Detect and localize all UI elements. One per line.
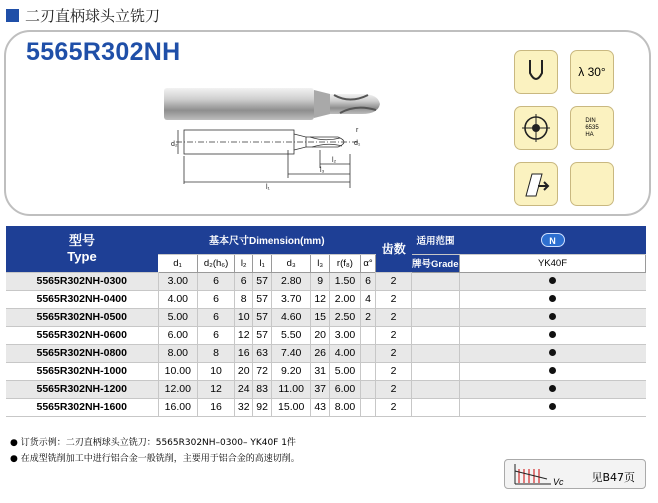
note-order-example: ● 订货示例：二刃直柄球头立铣刀：5565R302NH–0300– YK40F 1件 bbox=[10, 438, 296, 448]
teeth-cell: 2 bbox=[376, 380, 412, 398]
din-line1: DIN bbox=[585, 117, 596, 124]
teeth-cell: 2 bbox=[376, 398, 412, 416]
dim-d2-cell: 12 bbox=[198, 380, 235, 398]
grade-availability-cell bbox=[460, 344, 646, 362]
teeth-cell: 2 bbox=[376, 326, 412, 344]
model-cell: 5565R302NH-0300 bbox=[6, 272, 158, 290]
dim-a-cell: 2 bbox=[361, 308, 376, 326]
teeth-cell: 2 bbox=[376, 272, 412, 290]
dim-l1-cell: 57 bbox=[253, 308, 271, 326]
dim-d2-cell: 8 bbox=[198, 344, 235, 362]
label-l1: l₁ bbox=[266, 184, 270, 191]
dim-a-cell bbox=[361, 326, 376, 344]
type-header bbox=[6, 226, 158, 272]
din-line3: HA bbox=[585, 131, 594, 138]
range-cell bbox=[412, 326, 460, 344]
dim-a-cell bbox=[361, 380, 376, 398]
dim-l2-cell: 8 bbox=[235, 290, 253, 308]
table-row bbox=[6, 380, 646, 398]
dim-d3-cell: 5.50 bbox=[271, 326, 311, 344]
dim-d3-cell: 9.20 bbox=[271, 362, 311, 380]
dim-l1-cell: 72 bbox=[253, 362, 271, 380]
tool-image bbox=[162, 84, 388, 124]
dim-a-cell bbox=[361, 344, 376, 362]
dim-d1-cell: 3.00 bbox=[158, 272, 198, 290]
helix-angle-label: λ 30° bbox=[578, 65, 606, 79]
teeth-cell: 2 bbox=[376, 362, 412, 380]
grade-availability-cell bbox=[460, 362, 646, 380]
dim-d3-cell: 11.00 bbox=[271, 380, 311, 398]
table-row bbox=[6, 362, 646, 380]
label-d1: d₁ bbox=[354, 140, 361, 147]
grade-availability-cell bbox=[460, 380, 646, 398]
col-d3: d₃ bbox=[271, 254, 311, 272]
available-dot-icon bbox=[549, 349, 556, 356]
din-line2: 6535 bbox=[585, 124, 599, 131]
model-cell: 5565R302NH-1200 bbox=[6, 380, 158, 398]
available-dot-icon bbox=[549, 403, 556, 410]
section-header bbox=[6, 4, 160, 26]
dim-d2-cell: 6 bbox=[198, 272, 235, 290]
available-dot-icon bbox=[549, 331, 556, 338]
dim-l2-cell: 24 bbox=[235, 380, 253, 398]
dim-l1-cell: 57 bbox=[253, 326, 271, 344]
technical-drawing bbox=[170, 124, 400, 204]
dim-l2-cell: 10 bbox=[235, 308, 253, 326]
col-alpha: α° bbox=[361, 254, 376, 272]
model-cell: 5565R302NH-1600 bbox=[6, 398, 158, 416]
table-row bbox=[6, 272, 646, 290]
dim-r-cell: 6.00 bbox=[329, 380, 360, 398]
dim-l1-cell: 57 bbox=[253, 272, 271, 290]
col-d1: d₁ bbox=[158, 254, 198, 272]
ball-nose-icon bbox=[514, 50, 558, 94]
range-header: 适用范围 bbox=[412, 226, 460, 254]
dim-r-cell: 4.00 bbox=[329, 344, 360, 362]
grade-availability-cell bbox=[460, 272, 646, 290]
teeth-cell: 2 bbox=[376, 344, 412, 362]
dim-a-cell bbox=[361, 362, 376, 380]
grade-header: 牌号Grade bbox=[412, 254, 460, 272]
din-standard-icon bbox=[570, 106, 614, 150]
grade-name: YK40F bbox=[460, 254, 646, 272]
dim-d1-cell: 16.00 bbox=[158, 398, 198, 416]
dim-r-cell: 2.50 bbox=[329, 308, 360, 326]
col-l1: l₁ bbox=[253, 254, 271, 272]
table-row bbox=[6, 308, 646, 326]
milling-direction-icon bbox=[514, 162, 558, 206]
dim-l1-cell: 83 bbox=[253, 380, 271, 398]
col-l2: l₂ bbox=[235, 254, 253, 272]
dim-l2-cell: 12 bbox=[235, 326, 253, 344]
product-panel bbox=[4, 30, 651, 216]
label-l3: l₃ bbox=[320, 167, 325, 174]
dim-l3-cell: 26 bbox=[311, 344, 329, 362]
model-cell: 5565R302NH-0800 bbox=[6, 344, 158, 362]
model-cell: 5565R302NH-0600 bbox=[6, 326, 158, 344]
dim-d2-cell: 6 bbox=[198, 326, 235, 344]
dim-d2-cell: 10 bbox=[198, 362, 235, 380]
range-cell bbox=[412, 380, 460, 398]
dim-d1-cell: 12.00 bbox=[158, 380, 198, 398]
dim-d3-cell: 4.60 bbox=[271, 308, 311, 326]
table-row bbox=[6, 398, 646, 416]
model-cell: 5565R302NH-0400 bbox=[6, 290, 158, 308]
dim-l2-cell: 20 bbox=[235, 362, 253, 380]
table-row bbox=[6, 326, 646, 344]
dim-l3-cell: 9 bbox=[311, 272, 329, 290]
table-row bbox=[6, 290, 646, 308]
grade-availability-cell bbox=[460, 326, 646, 344]
vc-label: Vc bbox=[553, 477, 564, 487]
spec-table bbox=[6, 226, 646, 417]
type-en: Type bbox=[67, 248, 97, 264]
range-cell bbox=[412, 344, 460, 362]
dim-l2-cell: 32 bbox=[235, 398, 253, 416]
cutting-speed-chart-icon bbox=[509, 461, 569, 489]
available-dot-icon bbox=[549, 313, 556, 320]
label-d2: d₂ bbox=[171, 141, 178, 148]
dim-r-cell: 1.50 bbox=[329, 272, 360, 290]
dim-a-cell bbox=[361, 398, 376, 416]
teeth-cell: 2 bbox=[376, 290, 412, 308]
dim-d1-cell: 5.00 bbox=[158, 308, 198, 326]
dim-r-cell: 3.00 bbox=[329, 326, 360, 344]
dim-d1-cell: 10.00 bbox=[158, 362, 198, 380]
dim-d1-cell: 6.00 bbox=[158, 326, 198, 344]
grade-availability-cell bbox=[460, 290, 646, 308]
dim-l1-cell: 57 bbox=[253, 290, 271, 308]
model-cell: 5565R302NH-1000 bbox=[6, 362, 158, 380]
available-dot-icon bbox=[549, 295, 556, 302]
notes bbox=[10, 435, 300, 467]
available-dot-icon bbox=[549, 367, 556, 374]
teeth-header: 齿数 bbox=[376, 226, 412, 272]
dim-a-cell: 6 bbox=[361, 272, 376, 290]
range-cell bbox=[412, 290, 460, 308]
dim-l1-cell: 92 bbox=[253, 398, 271, 416]
range-cell bbox=[412, 308, 460, 326]
table-row bbox=[6, 344, 646, 362]
dim-r-cell: 8.00 bbox=[329, 398, 360, 416]
dim-d3-cell: 2.80 bbox=[271, 272, 311, 290]
reference-box[interactable] bbox=[504, 459, 646, 489]
dim-l2-cell: 6 bbox=[235, 272, 253, 290]
dim-l1-cell: 63 bbox=[253, 344, 271, 362]
grade-availability-cell bbox=[460, 398, 646, 416]
dim-r-cell: 5.00 bbox=[329, 362, 360, 380]
dim-l3-cell: 37 bbox=[311, 380, 329, 398]
available-dot-icon bbox=[549, 385, 556, 392]
section-title: 二刃直柄球头立铣刀 bbox=[25, 6, 161, 25]
label-r: r bbox=[356, 127, 359, 134]
dim-d1-cell: 4.00 bbox=[158, 290, 198, 308]
dim-a-cell: 4 bbox=[361, 290, 376, 308]
tolerance-icon bbox=[514, 106, 558, 150]
dim-d3-cell: 7.40 bbox=[271, 344, 311, 362]
dim-l3-cell: 12 bbox=[311, 290, 329, 308]
grade-availability-cell bbox=[460, 308, 646, 326]
page-ref-link[interactable]: 见B47页 bbox=[591, 471, 635, 484]
model-cell: 5565R302NH-0500 bbox=[6, 308, 158, 326]
material-badge: N bbox=[541, 233, 565, 247]
label-l2: l₂ bbox=[332, 157, 337, 164]
available-dot-icon bbox=[549, 277, 556, 284]
note-application: ● 在成型铣削加工中进行铝合金一般铣削，主要用于铝合金的高速切削。 bbox=[10, 454, 300, 464]
dim-d2-cell: 16 bbox=[198, 398, 235, 416]
dim-d3-cell: 15.00 bbox=[271, 398, 311, 416]
dim-l2-cell: 16 bbox=[235, 344, 253, 362]
range-cell bbox=[412, 362, 460, 380]
dim-d2-cell: 6 bbox=[198, 308, 235, 326]
range-cell bbox=[412, 398, 460, 416]
range-cell bbox=[412, 272, 460, 290]
dim-l3-cell: 20 bbox=[311, 326, 329, 344]
dimension-header: 基本尺寸Dimension(mm) bbox=[158, 226, 376, 254]
blank-spec-icon bbox=[570, 162, 614, 206]
material-header bbox=[460, 226, 646, 254]
product-code: 5565R302NH bbox=[26, 38, 181, 66]
col-d2: d₂(h₆) bbox=[198, 254, 235, 272]
dim-d2-cell: 6 bbox=[198, 290, 235, 308]
helix-angle-icon bbox=[570, 50, 614, 94]
dim-d1-cell: 8.00 bbox=[158, 344, 198, 362]
type-cn: 型号 bbox=[68, 232, 95, 248]
header-square-icon bbox=[6, 9, 19, 22]
dim-l3-cell: 31 bbox=[311, 362, 329, 380]
dim-d3-cell: 3.70 bbox=[271, 290, 311, 308]
col-r: r(f₈) bbox=[329, 254, 360, 272]
dim-l3-cell: 43 bbox=[311, 398, 329, 416]
teeth-cell: 2 bbox=[376, 308, 412, 326]
col-l3: l₃ bbox=[311, 254, 329, 272]
dim-l3-cell: 15 bbox=[311, 308, 329, 326]
dim-r-cell: 2.00 bbox=[329, 290, 360, 308]
